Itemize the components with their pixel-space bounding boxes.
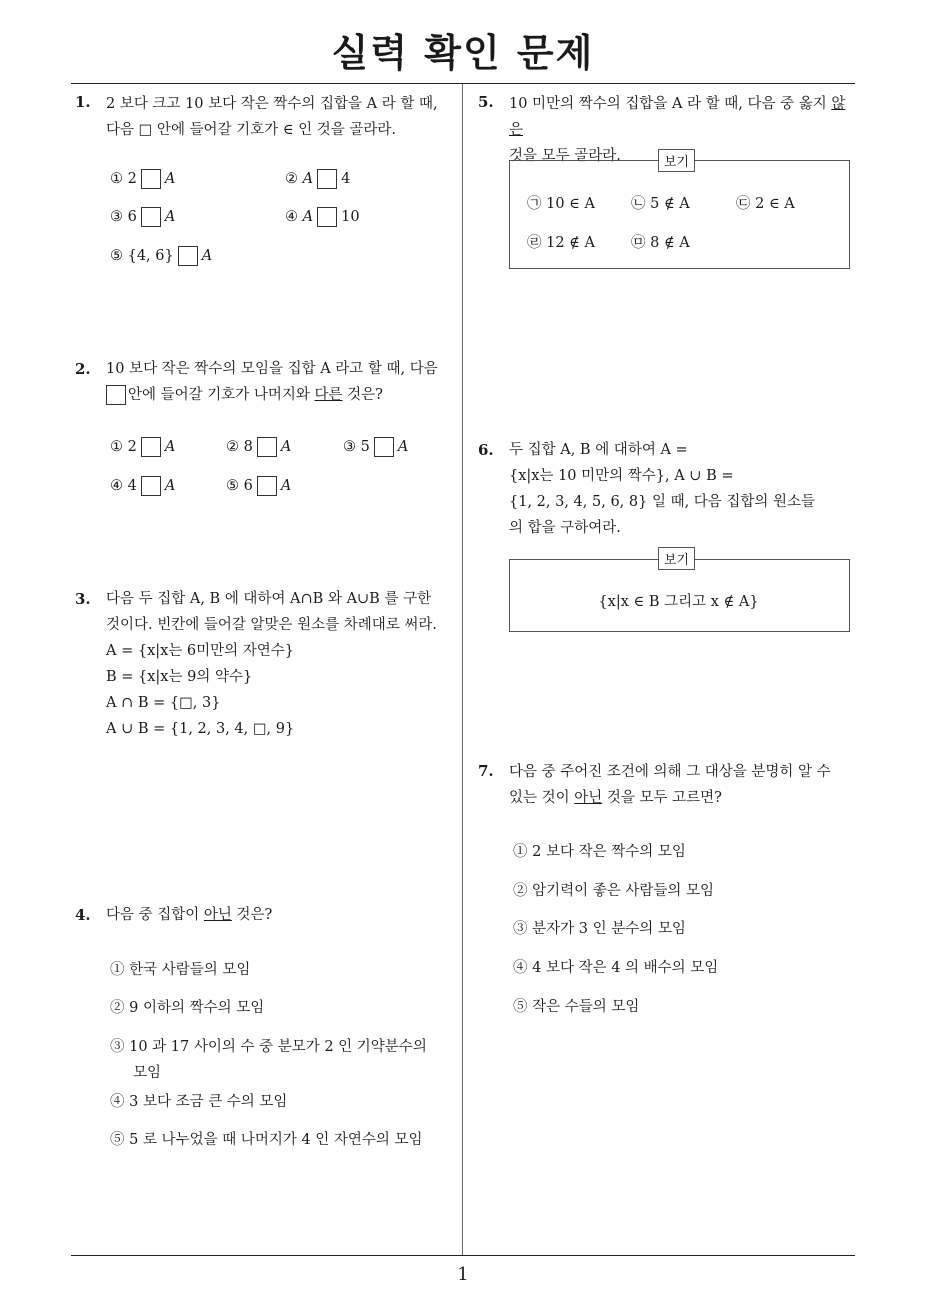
option-2[interactable]: ② 암기력이 좋은 사람들의 모임 (513, 883, 715, 899)
option-4[interactable]: ④ 4 보다 작은 4 의 배수의 모임 (513, 960, 719, 976)
option-mark: ④ (110, 478, 123, 494)
page-title: 실력 확인 문제 (331, 31, 595, 75)
question-number: 2. (75, 360, 91, 378)
option-mark: ④ (285, 209, 298, 225)
question-line: 것을 모두 골라라. (509, 148, 621, 164)
question-line (106, 382, 456, 408)
question-line: 10 보다 작은 짝수의 모임을 집합 A 라고 할 때, 다음 (106, 361, 438, 377)
option-5[interactable] (226, 476, 291, 496)
example-item: ㉠ 10 ∈ A (527, 196, 595, 212)
blank-box (106, 385, 126, 405)
bottom-rule (71, 1255, 855, 1256)
question-line: 것이다. 빈칸에 들어갈 알맞은 원소를 차례대로 써라. (106, 617, 438, 633)
blank-box (178, 246, 198, 266)
option-1[interactable] (110, 437, 175, 457)
question-text (106, 356, 456, 408)
option-mark: ② (226, 439, 239, 455)
option-1[interactable] (110, 169, 175, 189)
option-pre: A (302, 171, 314, 187)
option-pre: 6 (127, 209, 137, 225)
underlined-text: 아닌 (574, 790, 603, 806)
option-2[interactable]: ② 9 이하의 짝수의 모임 (110, 1000, 265, 1016)
question-line: {1, 2, 3, 4, 5, 6, 8} 일 때, 다음 집합의 원소들 (509, 494, 816, 510)
example-box-label: 보기 (658, 547, 695, 570)
option-post: A (397, 439, 409, 455)
underlined-text: 아닌 (203, 907, 232, 923)
set-definition: B = {x|x는 9의 약수} (106, 669, 253, 685)
example-box (509, 160, 850, 269)
question-text-part: 10 미만의 짝수의 집합을 A 라 할 때, 다음 중 옳지 (509, 96, 832, 112)
set-definition: A = {x|x는 6미만의 자연수} (106, 643, 295, 659)
blank-box (317, 169, 337, 189)
option-post: A (201, 248, 213, 264)
option-mark: ③ (110, 209, 123, 225)
blank-box (141, 437, 161, 457)
option-5[interactable]: ⑤ 5 로 나누었을 때 나머지가 4 인 자연수의 모임 (110, 1132, 423, 1148)
option-1[interactable]: ① 한국 사람들의 모임 (110, 962, 251, 978)
question-text-part: 것은? (231, 907, 273, 923)
option-post: A (164, 209, 176, 225)
option-3-cont[interactable]: 모임 (133, 1065, 162, 1081)
question-number: 3. (75, 590, 91, 608)
question-line (509, 91, 859, 143)
option-pre: 2 (127, 171, 137, 187)
option-5[interactable] (110, 246, 212, 266)
blank-box (317, 207, 337, 227)
column-divider (462, 84, 463, 1256)
question-line: 2 보다 크고 10 보다 작은 짝수의 집합을 A 라 할 때, (106, 96, 438, 112)
blank-box (374, 437, 394, 457)
option-pre: 4 (127, 478, 137, 494)
question-number: 6. (478, 441, 494, 459)
option-3[interactable] (110, 207, 175, 227)
option-mark: ⑤ (110, 248, 123, 264)
option-4[interactable]: ④ 3 보다 조금 큰 수의 모임 (110, 1094, 288, 1110)
example-item: ㉣ 12 ∉ A (527, 235, 595, 251)
page-number: 1 (457, 1264, 469, 1285)
question-number: 5. (478, 93, 494, 111)
option-pre: 2 (127, 439, 137, 455)
option-post: A (164, 171, 176, 187)
option-3[interactable] (343, 437, 408, 457)
question-line: {x|x는 10 미만의 짝수}, A ∪ B = (509, 468, 734, 484)
question-text (509, 437, 857, 541)
question-text (509, 759, 859, 811)
example-item: ㉤ 8 ∉ A (631, 235, 690, 251)
underlined-text: 않은 (509, 96, 846, 138)
question-text-part: 다음 중 집합이 (106, 907, 204, 923)
question-text-part: 있는 것이 (509, 790, 575, 806)
option-2[interactable] (226, 437, 291, 457)
question-line: 다음 두 집합 A, B 에 대하여 A∩B 와 A∪B 를 구한 (106, 591, 432, 607)
example-item: ㉢ 2 ∈ A (736, 196, 795, 212)
question-number: 4. (75, 906, 91, 924)
option-post: A (280, 478, 292, 494)
option-mark: ③ (343, 439, 356, 455)
top-rule (71, 83, 855, 84)
blank-box (257, 437, 277, 457)
set-intersection: A ∩ B = {□, 3} (106, 695, 221, 711)
option-mark: ② (285, 171, 298, 187)
example-box-label: 보기 (658, 149, 695, 172)
option-pre: 6 (243, 478, 253, 494)
option-pre: {4, 6} (127, 248, 174, 264)
question-line (509, 785, 859, 811)
question-line: 다음 □ 안에 들어갈 기호가 ∈ 인 것을 골라라. (106, 122, 397, 138)
option-pre: 8 (243, 439, 253, 455)
question-line: 두 집합 A, B 에 대하여 A = (509, 442, 688, 458)
question-text-part: 것을 모두 고르면? (602, 790, 722, 806)
option-4[interactable] (110, 476, 175, 496)
question-text (106, 91, 456, 143)
question-line: 다음 중 주어진 조건에 의해 그 대상을 분명히 알 수 (509, 764, 831, 780)
option-post: 10 (341, 209, 360, 225)
option-mark: ① (110, 439, 123, 455)
option-post: A (280, 439, 292, 455)
option-mark: ⑤ (226, 478, 239, 494)
example-expression: {x|x ∈ B 그리고 x ∉ A} (598, 594, 759, 610)
option-3[interactable]: ③ 분자가 3 인 분수의 모임 (513, 921, 686, 937)
blank-box (141, 476, 161, 496)
blank-box (141, 207, 161, 227)
option-3[interactable]: ③ 10 과 17 사이의 수 중 분모가 2 인 기약분수의 (110, 1039, 427, 1055)
set-union: A ∪ B = {1, 2, 3, 4, □, 9} (106, 721, 295, 737)
question-text-part: 안에 들어갈 기호가 나머지와 (128, 387, 315, 403)
option-4[interactable] (285, 207, 360, 227)
question-text (106, 902, 456, 928)
question-line: 의 합을 구하여라. (509, 520, 621, 536)
option-post: A (164, 439, 176, 455)
blank-box (141, 169, 161, 189)
option-5[interactable]: ⑤ 작은 수들의 모임 (513, 999, 640, 1015)
option-pre: A (302, 209, 314, 225)
option-post: A (164, 478, 176, 494)
option-2[interactable] (285, 169, 350, 189)
option-pre: 5 (360, 439, 370, 455)
option-post: 4 (341, 171, 351, 187)
question-number: 1. (75, 93, 91, 111)
question-text-part: 것은? (342, 387, 383, 403)
option-1[interactable]: ① 2 보다 작은 짝수의 모임 (513, 844, 686, 860)
question-number: 7. (478, 762, 494, 780)
example-item: ㉡ 5 ∉ A (631, 196, 690, 212)
blank-box (257, 476, 277, 496)
question-text (106, 586, 456, 742)
underlined-text: 다른 (314, 387, 343, 403)
option-mark: ① (110, 171, 123, 187)
